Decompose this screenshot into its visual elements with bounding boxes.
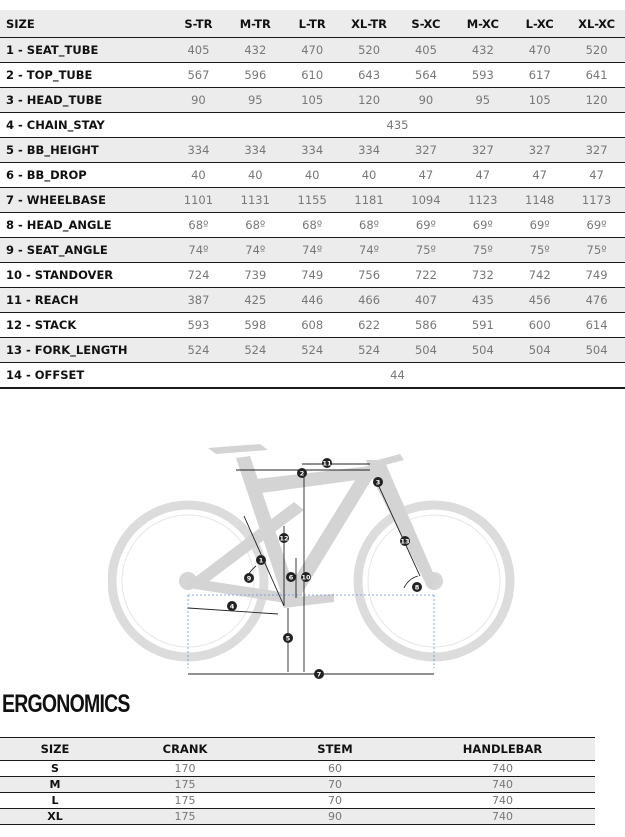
ergonomics-cell: 70	[260, 793, 410, 809]
geometry-cell: 95	[227, 88, 284, 113]
geometry-row-label: 5 - BB_HEIGHT	[0, 138, 170, 163]
geometry-cell: 334	[170, 138, 227, 163]
geometry-cell: 504	[568, 338, 625, 363]
geometry-cell: 591	[454, 313, 511, 338]
svg-text:2: 2	[299, 469, 305, 478]
geometry-cell: 120	[341, 88, 398, 113]
header-l-tr: L-TR	[284, 10, 341, 38]
ergonomics-title: ERGONOMICS	[2, 690, 130, 718]
geometry-row	[0, 363, 625, 389]
geometry-cell: 69º	[454, 213, 511, 238]
geometry-cell: 120	[568, 88, 625, 113]
geometry-row	[0, 238, 625, 263]
geometry-cell: 90	[170, 88, 227, 113]
svg-text:10: 10	[301, 573, 311, 582]
geometry-cell: 1131	[227, 188, 284, 213]
geometry-cell: 47	[568, 163, 625, 188]
geometry-cell: 1173	[568, 188, 625, 213]
marker-6	[286, 572, 296, 582]
bike-frame	[188, 444, 438, 611]
marker-8	[412, 582, 422, 592]
ergo-header-crank: CRANK	[110, 738, 260, 761]
geometry-cell: 466	[341, 288, 398, 313]
geometry-cell: 504	[454, 338, 511, 363]
marker-13	[400, 536, 410, 546]
geometry-cell: 387	[170, 288, 227, 313]
geometry-row-label: 8 - HEAD_ANGLE	[0, 213, 170, 238]
ergonomics-header-row	[0, 738, 595, 761]
geometry-cell: 456	[511, 288, 568, 313]
marker-11	[322, 458, 332, 468]
geometry-cell: 327	[568, 138, 625, 163]
geometry-cell: 432	[227, 38, 284, 63]
geometry-table	[0, 10, 625, 389]
header-l-xc: L-XC	[511, 10, 568, 38]
geometry-cell: 75º	[568, 238, 625, 263]
geometry-row-label: 10 - STANDOVER	[0, 263, 170, 288]
ergonomics-cell: 740	[410, 793, 595, 809]
geometry-cell: 622	[341, 313, 398, 338]
header-xl-tr: XL-TR	[341, 10, 398, 38]
svg-text:1: 1	[258, 556, 264, 565]
geometry-cell: 520	[341, 38, 398, 63]
geometry-cell: 68º	[170, 213, 227, 238]
geometry-cell: 40	[341, 163, 398, 188]
geometry-row	[0, 213, 625, 238]
svg-text:5: 5	[285, 634, 291, 643]
geometry-cell: 520	[568, 38, 625, 63]
geometry-cell: 593	[454, 63, 511, 88]
ergonomics-table	[0, 737, 595, 825]
geometry-row	[0, 188, 625, 213]
geometry-cell: 1123	[454, 188, 511, 213]
geometry-cell: 504	[511, 338, 568, 363]
geometry-cell: 724	[170, 263, 227, 288]
marker-9	[244, 573, 254, 583]
marker-12	[279, 533, 289, 543]
geometry-cell: 1155	[284, 188, 341, 213]
ergonomics-cell: 70	[260, 777, 410, 793]
geometry-cell: 432	[454, 38, 511, 63]
ergonomics-size: M	[0, 777, 110, 793]
geometry-cell: 614	[568, 313, 625, 338]
geometry-cell: 327	[511, 138, 568, 163]
geometry-cell: 610	[284, 63, 341, 88]
geometry-cell: 68º	[284, 213, 341, 238]
geometry-row-label: 1 - SEAT_TUBE	[0, 38, 170, 63]
geometry-cell: 69º	[398, 213, 455, 238]
geometry-merged-value: 44	[170, 363, 625, 389]
geometry-cell: 69º	[568, 213, 625, 238]
geometry-cell: 593	[170, 313, 227, 338]
geometry-cell: 446	[284, 288, 341, 313]
geometry-cell: 476	[568, 288, 625, 313]
marker-7	[314, 669, 324, 679]
geometry-cell: 40	[284, 163, 341, 188]
geometry-cell: 334	[284, 138, 341, 163]
geometry-cell: 470	[511, 38, 568, 63]
geometry-cell: 68º	[341, 213, 398, 238]
geometry-cell: 1101	[170, 188, 227, 213]
geometry-row	[0, 288, 625, 313]
geometry-cell: 732	[454, 263, 511, 288]
geometry-cell: 470	[284, 38, 341, 63]
ergo-header-size: SIZE	[0, 738, 110, 761]
geometry-cell: 435	[454, 288, 511, 313]
geometry-cell: 524	[170, 338, 227, 363]
geometry-cell: 405	[398, 38, 455, 63]
svg-text:7: 7	[316, 670, 322, 679]
geometry-cell: 567	[170, 63, 227, 88]
ergonomics-body	[0, 761, 595, 825]
guide-lines	[188, 595, 434, 668]
geometry-row-label: 13 - FORK_LENGTH	[0, 338, 170, 363]
ergonomics-cell: 175	[110, 809, 260, 825]
geometry-cell: 600	[511, 313, 568, 338]
geometry-row	[0, 88, 625, 113]
geometry-cell: 598	[227, 313, 284, 338]
geometry-row-label: 6 - BB_DROP	[0, 163, 170, 188]
geometry-cell: 617	[511, 63, 568, 88]
geometry-cell: 75º	[398, 238, 455, 263]
geometry-cell: 75º	[454, 238, 511, 263]
geometry-cell: 69º	[511, 213, 568, 238]
geometry-body	[0, 38, 625, 389]
geometry-cell: 74º	[341, 238, 398, 263]
marker-1	[256, 555, 266, 565]
geometry-cell: 95	[454, 88, 511, 113]
ergonomics-size: XL	[0, 809, 110, 825]
header-s-xc: S-XC	[398, 10, 455, 38]
svg-text:6: 6	[288, 573, 294, 582]
geometry-cell: 90	[398, 88, 455, 113]
ergonomics-cell: 740	[410, 777, 595, 793]
geometry-cell: 641	[568, 63, 625, 88]
geometry-cell: 74º	[170, 238, 227, 263]
ergo-header-stem: STEM	[260, 738, 410, 761]
geometry-cell: 586	[398, 313, 455, 338]
geometry-cell: 47	[398, 163, 455, 188]
geometry-row-label: 14 - OFFSET	[0, 363, 170, 389]
geometry-cell: 1181	[341, 188, 398, 213]
geometry-cell: 742	[511, 263, 568, 288]
ergonomics-cell: 740	[410, 761, 595, 777]
ergonomics-cell: 740	[410, 809, 595, 825]
ergonomics-size: L	[0, 793, 110, 809]
ergonomics-row	[0, 809, 595, 825]
header-xl-xc: XL-XC	[568, 10, 625, 38]
header-m-xc: M-XC	[454, 10, 511, 38]
svg-text:9: 9	[246, 574, 252, 583]
geometry-row	[0, 138, 625, 163]
geometry-cell: 524	[284, 338, 341, 363]
geometry-cell: 1148	[511, 188, 568, 213]
marker-4	[227, 601, 237, 611]
geometry-cell: 608	[284, 313, 341, 338]
geometry-row-label: 2 - TOP_TUBE	[0, 63, 170, 88]
geometry-row	[0, 263, 625, 288]
marker-5	[283, 633, 293, 643]
geometry-row	[0, 338, 625, 363]
geometry-cell: 68º	[227, 213, 284, 238]
ergonomics-cell: 175	[110, 793, 260, 809]
svg-text:8: 8	[414, 583, 420, 592]
ergonomics-cell: 175	[110, 777, 260, 793]
geometry-cell: 756	[341, 263, 398, 288]
geometry-cell: 405	[170, 38, 227, 63]
geometry-cell: 327	[454, 138, 511, 163]
geometry-cell: 74º	[227, 238, 284, 263]
geometry-cell: 1094	[398, 188, 455, 213]
svg-text:11: 11	[322, 459, 332, 468]
svg-text:3: 3	[375, 478, 381, 487]
ergo-header-handlebar: HANDLEBAR	[410, 738, 595, 761]
header-m-tr: M-TR	[227, 10, 284, 38]
ergonomics-cell: 60	[260, 761, 410, 777]
geometry-cell: 74º	[284, 238, 341, 263]
geometry-row	[0, 38, 625, 63]
geometry-cell: 407	[398, 288, 455, 313]
geometry-cell: 643	[341, 63, 398, 88]
geometry-cell: 47	[454, 163, 511, 188]
geometry-cell: 749	[568, 263, 625, 288]
marker-10	[301, 572, 311, 582]
geometry-row	[0, 63, 625, 88]
bike-geometry-diagram	[108, 438, 523, 680]
geometry-row	[0, 313, 625, 338]
geometry-row	[0, 113, 625, 138]
geometry-cell: 334	[341, 138, 398, 163]
ergonomics-row	[0, 793, 595, 809]
header-size: SIZE	[0, 10, 170, 38]
geometry-row-label: 12 - STACK	[0, 313, 170, 338]
ergonomics-row	[0, 777, 595, 793]
geometry-cell: 40	[227, 163, 284, 188]
geometry-cell: 334	[227, 138, 284, 163]
svg-text:4: 4	[229, 602, 235, 611]
ergonomics-cell: 170	[110, 761, 260, 777]
geometry-row-label: 11 - REACH	[0, 288, 170, 313]
geometry-row-label: 3 - HEAD_TUBE	[0, 88, 170, 113]
geometry-cell: 40	[170, 163, 227, 188]
header-s-tr: S-TR	[170, 10, 227, 38]
geometry-cell: 722	[398, 263, 455, 288]
geometry-cell: 564	[398, 63, 455, 88]
ergonomics-size: S	[0, 761, 110, 777]
marker-2	[297, 468, 307, 478]
geometry-cell: 739	[227, 263, 284, 288]
svg-text:12: 12	[279, 534, 289, 543]
geometry-row-label: 7 - WHEELBASE	[0, 188, 170, 213]
geometry-cell: 749	[284, 263, 341, 288]
ergonomics-cell: 90	[260, 809, 410, 825]
svg-text:13: 13	[400, 537, 410, 546]
geometry-cell: 105	[511, 88, 568, 113]
ergonomics-row	[0, 761, 595, 777]
geometry-row	[0, 163, 625, 188]
geometry-cell: 425	[227, 288, 284, 313]
geometry-cell: 524	[341, 338, 398, 363]
geometry-cell: 327	[398, 138, 455, 163]
geometry-cell: 105	[284, 88, 341, 113]
geometry-cell: 596	[227, 63, 284, 88]
geometry-cell: 524	[227, 338, 284, 363]
geometry-row-label: 4 - CHAIN_STAY	[0, 113, 170, 138]
geometry-cell: 504	[398, 338, 455, 363]
geometry-cell: 47	[511, 163, 568, 188]
geometry-merged-value: 435	[170, 113, 625, 138]
marker-3	[373, 477, 383, 487]
geometry-header-row	[0, 10, 625, 38]
geometry-cell: 75º	[511, 238, 568, 263]
geometry-row-label: 9 - SEAT_ANGLE	[0, 238, 170, 263]
